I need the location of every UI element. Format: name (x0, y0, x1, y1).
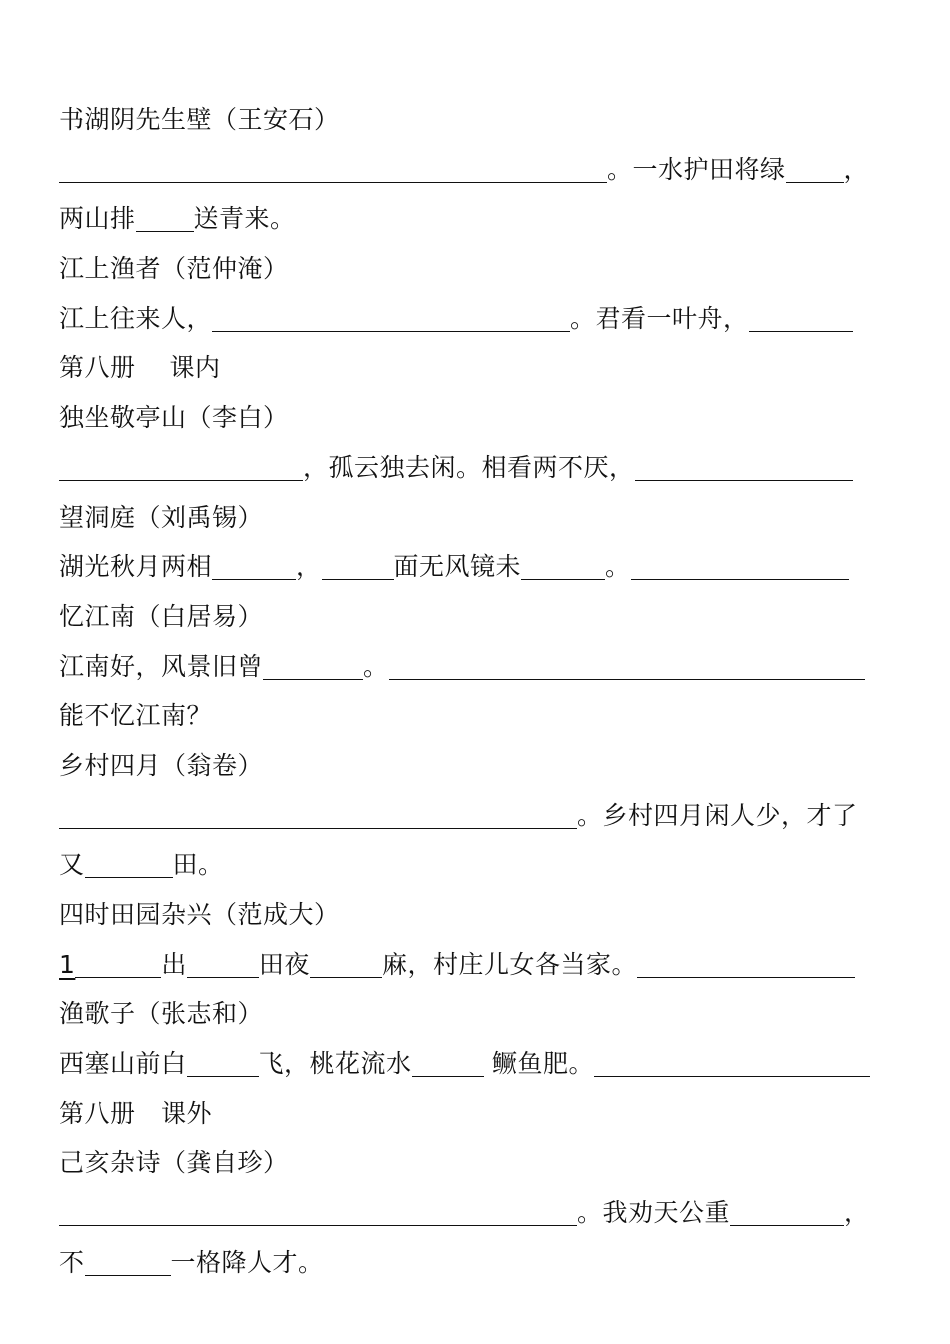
worksheet-line (59, 393, 893, 443)
worksheet-page (59, 95, 893, 1288)
line-text: 忆江南（白居易） (59, 601, 264, 631)
worksheet-line (59, 791, 893, 841)
worksheet-line (59, 890, 893, 940)
line-text: 鳜鱼肥。 (483, 1049, 594, 1079)
line-text: 第八册 课内 (59, 353, 221, 383)
answer-blank[interactable] (187, 953, 259, 978)
worksheet-line (59, 294, 893, 344)
answer-blank[interactable] (59, 158, 607, 183)
worksheet-line (59, 741, 893, 791)
underlined-text: 1 (59, 949, 76, 979)
worksheet-line (59, 691, 893, 741)
worksheet-line (59, 145, 893, 195)
line-text: 。一水护田将绿 (607, 154, 786, 184)
worksheet-line (59, 940, 893, 990)
line-text: 又 (59, 850, 85, 880)
answer-blank[interactable] (637, 953, 855, 978)
line-text: 江上渔者（范仲淹） (59, 254, 289, 284)
answer-blank[interactable] (730, 1201, 844, 1226)
worksheet-line (59, 443, 893, 493)
line-text: ， (296, 552, 322, 582)
line-text: 渔歌子（张志和） (59, 999, 264, 1029)
answer-blank[interactable] (212, 307, 570, 332)
line-text: 。我劝天公重 (577, 1198, 731, 1228)
line-text: 能不忆江南？ (59, 701, 213, 731)
line-text: ，孤云独去闲。相看两不厌， (303, 452, 635, 482)
line-text: 湖光秋月两相 (59, 552, 213, 582)
line-text: ， (844, 1198, 870, 1228)
answer-blank[interactable] (212, 555, 296, 580)
answer-blank[interactable] (631, 555, 849, 580)
line-text: 。君看一叶舟， (570, 303, 749, 333)
answer-blank[interactable] (749, 307, 853, 332)
answer-blank[interactable] (263, 655, 363, 680)
worksheet-line (59, 1089, 893, 1139)
line-text: 西塞山前白 (59, 1049, 187, 1079)
worksheet-line (59, 1138, 893, 1188)
line-text: 出 (161, 949, 187, 979)
line-text: 一格降人才。 (170, 1247, 324, 1277)
worksheet-line (59, 1039, 893, 1089)
line-text: 。乡村四月闲人少，才了 (577, 800, 858, 830)
worksheet-line (59, 542, 893, 592)
answer-blank[interactable] (310, 953, 382, 978)
line-text: 己亥杂诗（龚自珍） (59, 1148, 289, 1178)
line-text: 不 (59, 1247, 85, 1277)
line-text: 望洞庭（刘禹锡） (59, 502, 264, 532)
answer-blank[interactable] (59, 456, 303, 481)
line-text: 四时田园杂兴（范成大） (59, 900, 340, 929)
line-text: 第八册 课外 (59, 1098, 213, 1128)
line-text: 。 (605, 552, 631, 582)
line-text: 江南好，风景旧曾 (59, 651, 264, 681)
worksheet-line (59, 493, 893, 543)
line-text: 乡村四月（翁卷） (59, 750, 264, 780)
line-text: 送青来。 (193, 204, 296, 234)
line-text: 独坐敬亭山（李白） (59, 403, 289, 433)
worksheet-line (59, 244, 893, 294)
answer-blank[interactable] (521, 555, 605, 580)
answer-blank[interactable] (412, 1052, 484, 1077)
line-text: 书湖阴先生壁（王安石） (59, 105, 340, 134)
answer-blank[interactable] (635, 456, 853, 481)
answer-blank[interactable] (187, 1052, 259, 1077)
line-text: 面无风镜未 (393, 552, 522, 582)
line-text: 两山排 (59, 204, 136, 234)
answer-blank[interactable] (85, 1251, 171, 1276)
worksheet-line (59, 840, 893, 890)
worksheet-line (59, 592, 893, 642)
worksheet-line (59, 343, 893, 393)
answer-blank[interactable] (75, 953, 161, 978)
answer-blank[interactable] (85, 853, 173, 878)
line-text: 麻，村庄儿女各当家。 (381, 949, 637, 979)
worksheet-line (59, 989, 893, 1039)
worksheet-line (59, 194, 893, 244)
line-text: 田夜 (258, 949, 310, 979)
answer-blank[interactable] (136, 207, 194, 232)
line-text: 。 (363, 651, 389, 681)
worksheet-line (59, 642, 893, 692)
answer-blank[interactable] (389, 655, 865, 680)
line-text: 田。 (172, 850, 224, 880)
answer-blank[interactable] (59, 804, 577, 829)
line-text: 江上往来人， (59, 303, 213, 333)
line-text: ， (843, 154, 870, 184)
answer-blank[interactable] (59, 1201, 577, 1226)
answer-blank[interactable] (322, 555, 394, 580)
worksheet-line (59, 1238, 893, 1288)
answer-blank[interactable] (786, 158, 844, 183)
worksheet-line (59, 95, 893, 145)
line-text: 飞，桃花流水 (258, 1049, 412, 1079)
worksheet-line (59, 1188, 893, 1238)
answer-blank[interactable] (594, 1052, 870, 1077)
